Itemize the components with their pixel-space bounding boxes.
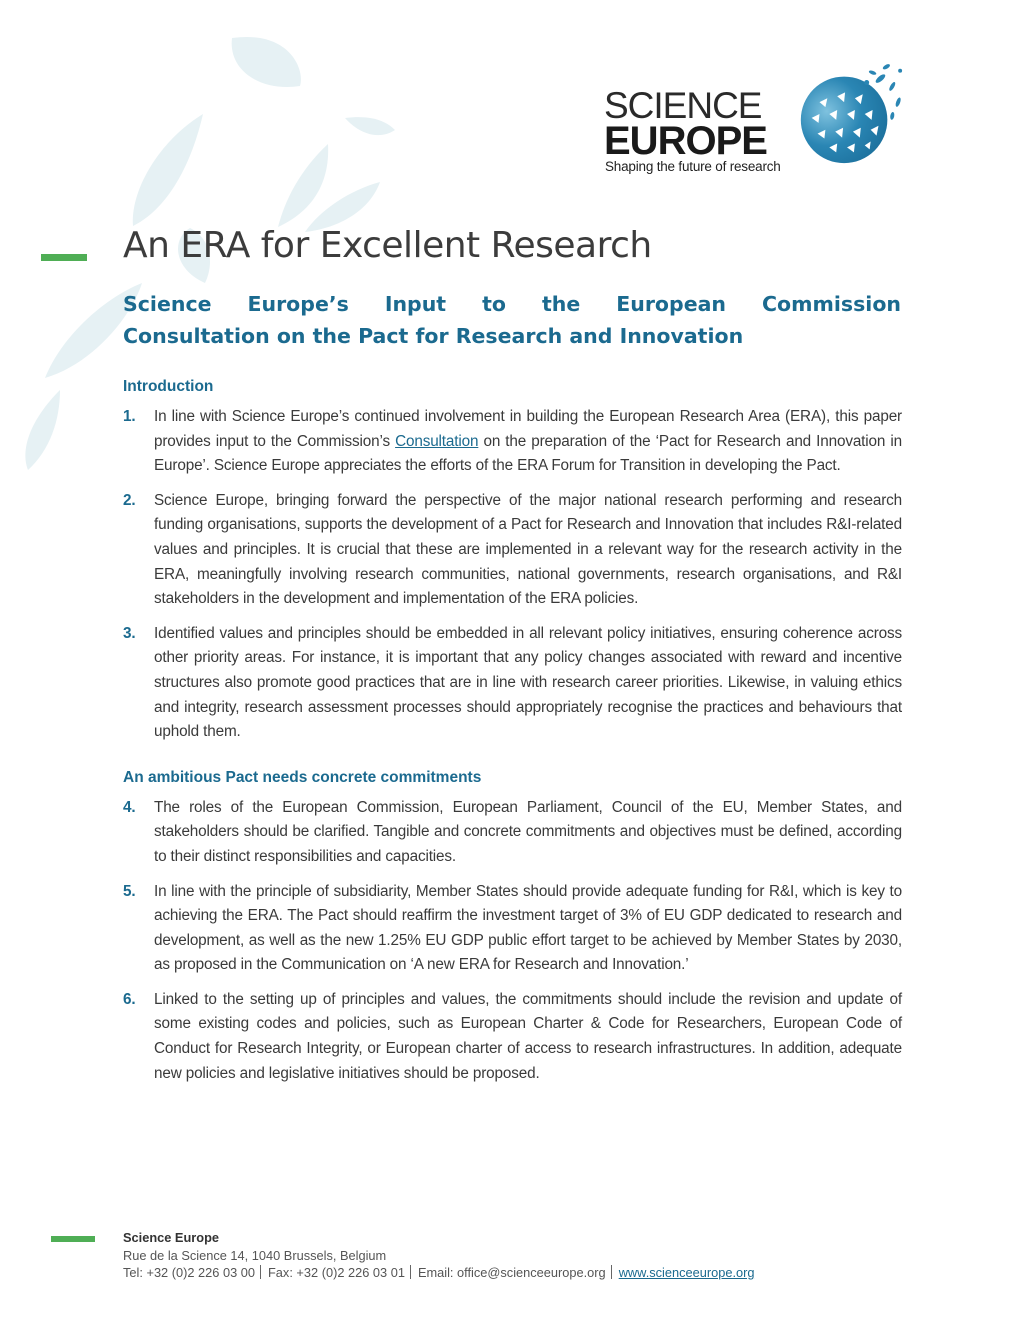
footer-fax: Fax: +32 (0)2 226 03 01 [267,1265,405,1280]
numbered-paragraph [123,489,902,612]
footer-website-link[interactable]: www.scienceeurope.org [618,1265,755,1280]
paragraph-text: In line with Science Europe’s continued involvement in building the European Research Area (ERA), this paper provides input to the Commission’s [154,408,902,450]
paragraph-text: Linked to the setting up of principles and values, the commitments should include the revision and update of some existing codes and policies, such as European Charter & Code for Researchers, European Code of Conduct for Research Integrity, or European charter of access to research infrastructures. In addition, adequate new policies and legislative initiatives should be proposed. [154,990,902,1082]
document-title: An ERA for Excellent Research [123,225,652,266]
leaf-shape [345,117,395,135]
leaf-shape [133,114,203,226]
divider [260,1265,261,1279]
divider [611,1265,612,1279]
title-accent-bar [41,254,87,261]
logo-tagline: Shaping the future of research [605,159,781,174]
paragraph-text: In line with the principle of subsidiarity, Member States should provide adequate funding for R&I, which is key to achieving the ERA. The Pact should reaffirm the investment target of 3% of EU GDP dedicated to research and development, as well as the new 1.25% EU GDP public effort target to be achieved by Member States by 2030, as proposed in the Communication on ‘A new ERA for Research and Innovation.’ [154,882,902,974]
paragraph-number: 5. [123,882,136,900]
leaf-shape [25,390,60,470]
footer-accent-bar [51,1236,95,1242]
logo-word-science: SCIENCE [604,85,762,126]
paragraph-text: Identified values and principles should be embedded in all relevant policy initiatives, ensuring coherence across other priority areas. For instance, it is important that any policy changes associated with reward and incentive structures also promote good practices that are in line with research career priorities. Likewise, in valuing ethics and integrity, research assessment processes should appropriately recognise the practices and behaviours that uphold them. [154,624,902,741]
paragraph-number: 2. [123,491,136,509]
paragraph-text: The roles of the European Commission, European Parliament, Council of the EU, Member States, and stakeholders should be clarified. Tangible and concrete commitments and objectives must be defined, according to their distinct responsibilities and capacities. [154,798,902,865]
numbered-paragraph [123,622,902,745]
numbered-paragraph [123,796,902,870]
logo-word-europe: EUROPE [604,119,767,163]
section-commitments [123,767,902,1087]
paragraph-number: 1. [123,408,136,425]
document-body [123,376,902,1096]
leaf-shape [232,37,301,87]
footer-contact-line [123,1264,755,1282]
numbered-paragraph [123,880,902,978]
paragraph-number: 3. [123,624,136,642]
divider [410,1265,411,1279]
section-introduction [123,376,902,745]
subtitle-line-2: Consultation on the Pact for Research and Innovation [123,324,744,348]
section-heading: Introduction [123,378,214,395]
paragraph-number: 4. [123,798,136,816]
footer-tel: Tel: +32 (0)2 226 03 00 [123,1265,255,1280]
subtitle-line-1: Science Europe’s Input to the European Commission [123,292,901,316]
footer-organisation: Science Europe [123,1230,220,1245]
numbered-paragraph [123,405,902,479]
paragraph-text: on the preparation of the ‘Pact for Research and Innovation in Europe’. Science Europe appreciates the efforts of the ERA Forum for Transition in developing the Pact. [154,432,902,475]
science-europe-logo [604,58,904,178]
paragraph-number: 6. [123,990,136,1008]
page-footer [123,1229,755,1282]
document-subtitle [123,288,901,352]
numbered-paragraph [123,988,902,1086]
section-heading: An ambitious Pact needs concrete commitments [123,768,482,786]
footer-email: Email: office@scienceeurope.org [417,1265,606,1280]
consultation-link[interactable]: Consultation [395,432,479,450]
paragraph-text: Science Europe, bringing forward the perspective of the major national research performing and research funding organisations, supports the development of a Pact for Research and Innovation that includes R&I-related values and principles. It is crucial that these are implemented in a relevant way for the research activity in the ERA, meaningfully involving research communities, national governments, research organisations, and R&I stakeholders in the development and implementation of the ERA policies. [154,491,902,608]
footer-address: Rue de la Science 14, 1040 Brussels, Belgium [123,1247,387,1263]
globe-icon [790,53,908,171]
